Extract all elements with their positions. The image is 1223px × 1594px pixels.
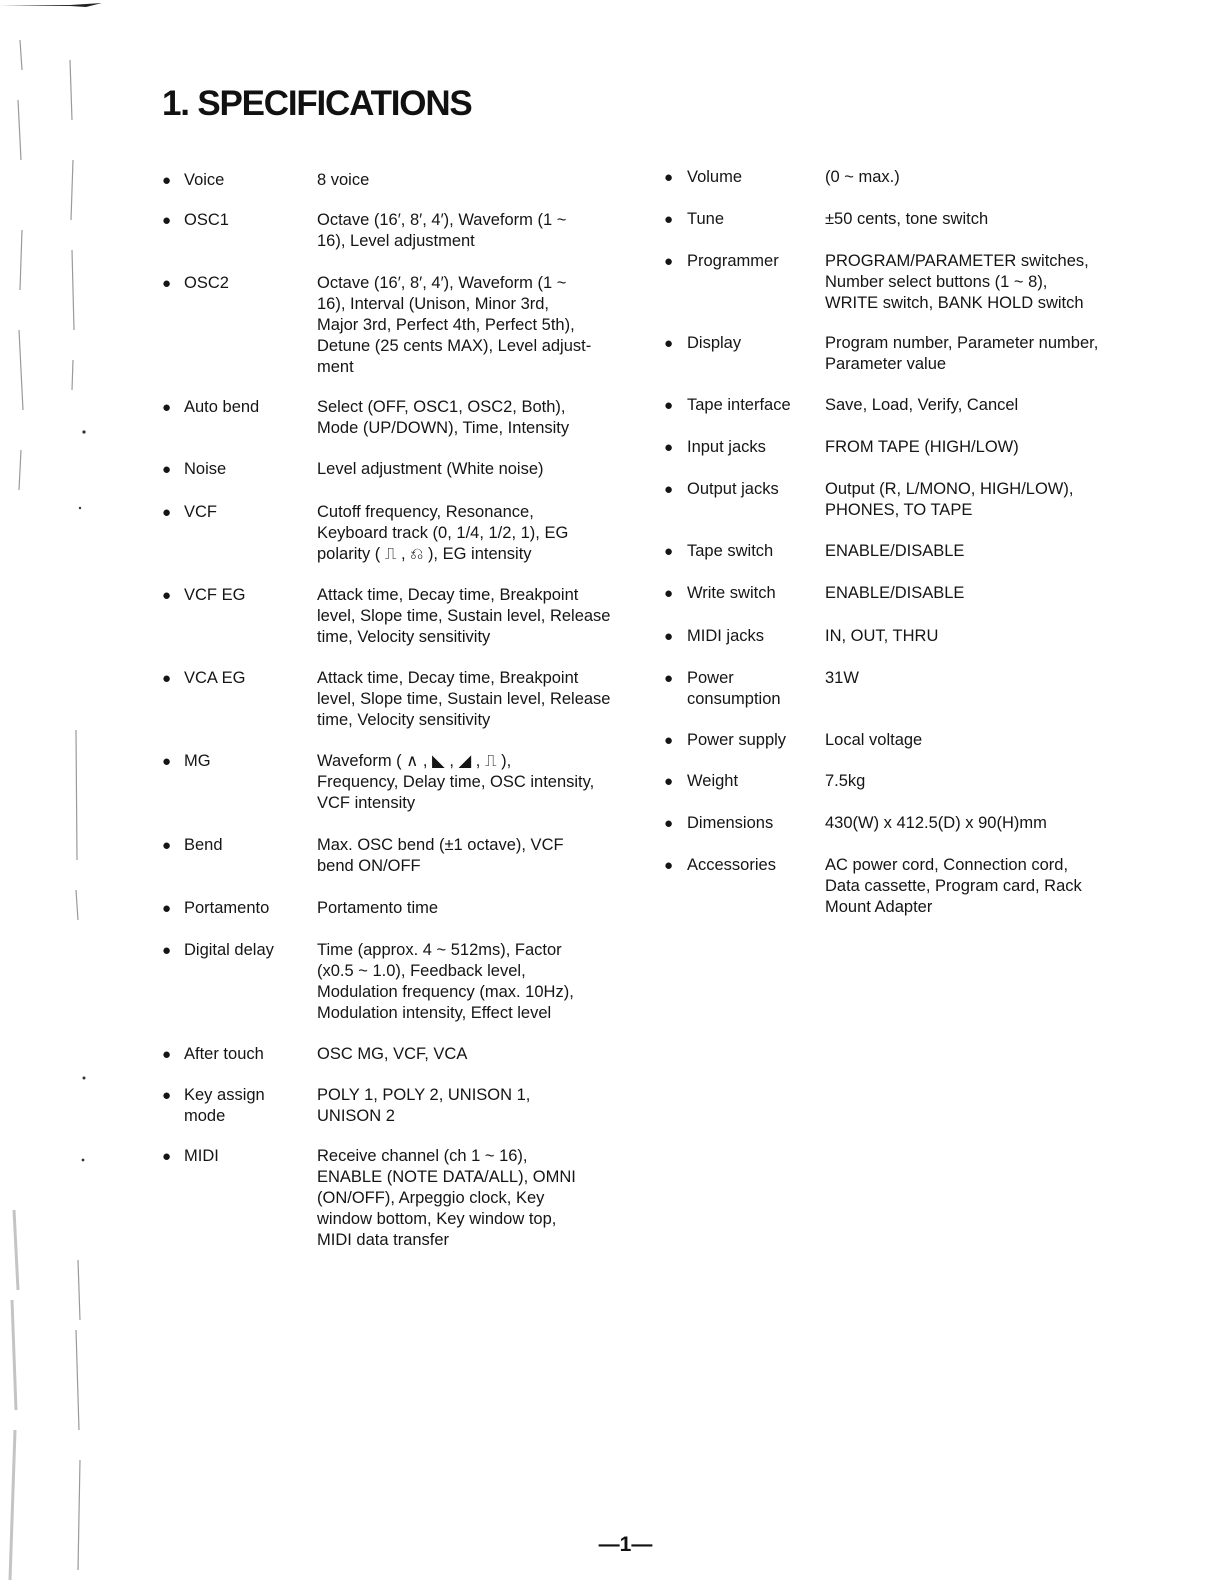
spec-row <box>162 170 632 191</box>
bullet-icon: ● <box>162 587 172 604</box>
spec-value: FROM TAPE (HIGH/LOW) <box>825 438 1019 456</box>
bullet-icon: ● <box>664 585 674 602</box>
spec-row <box>162 459 632 480</box>
bullet-icon: ● <box>664 397 674 414</box>
bullet-icon: ● <box>664 253 674 270</box>
spec-value: Octave (16′, 8′, 4′), Waveform (1 ~ 16), Level adjustment <box>317 211 567 250</box>
scan-binding-edge <box>0 30 90 1590</box>
spec-value: 7.5kg <box>825 772 866 790</box>
spec-label: Voice <box>184 171 225 189</box>
bullet-icon: ● <box>664 773 674 790</box>
bullet-icon: ● <box>664 543 674 560</box>
bullet-icon: ● <box>162 1087 172 1104</box>
bullet-icon: ● <box>664 439 674 456</box>
spec-label: Portamento <box>184 899 270 917</box>
spec-value: Local voltage <box>825 731 923 749</box>
page-number: —1— <box>598 1533 653 1556</box>
bullet-icon: ● <box>162 900 172 917</box>
spec-row <box>162 1044 632 1065</box>
spec-label: Power consumption <box>687 669 781 708</box>
spec-row <box>162 502 632 565</box>
spec-label: VCA EG <box>184 669 246 687</box>
spec-label: Tune <box>687 210 724 228</box>
spec-label: MIDI jacks <box>687 627 765 645</box>
spec-row <box>664 209 1134 230</box>
spec-label: OSC1 <box>184 211 229 229</box>
spec-value: ENABLE/DISABLE <box>825 542 965 560</box>
spec-value: 31W <box>825 669 859 687</box>
spec-row <box>162 397 632 439</box>
bullet-icon: ● <box>664 857 674 874</box>
spec-row <box>664 730 1134 751</box>
spec-label: Power supply <box>687 731 787 749</box>
spec-value: POLY 1, POLY 2, UNISON 1, UNISON 2 <box>317 1086 531 1125</box>
spec-value: Portamento time <box>317 899 439 917</box>
bullet-icon: ● <box>664 481 674 498</box>
bullet-icon: ● <box>664 670 674 687</box>
bullet-icon: ● <box>162 1148 172 1165</box>
spec-value: 430(W) x 412.5(D) x 90(H)mm <box>825 814 1047 832</box>
spec-value: PROGRAM/PARAMETER switches, Number select buttons (1 ~ 8), WRITE switch, BANK HOLD switch <box>825 252 1089 312</box>
spec-row <box>162 210 632 252</box>
spec-label: MG <box>184 752 211 770</box>
bullet-icon: ● <box>162 275 172 292</box>
scan-corner-mark <box>0 2 102 10</box>
bullet-icon: ● <box>162 670 172 687</box>
spec-label: Output jacks <box>687 480 779 498</box>
spec-label: Weight <box>687 772 739 790</box>
spec-value: AC power cord, Connection cord, Data cassette, Program card, Rack Mount Adapter <box>825 856 1082 916</box>
spec-value: Attack time, Decay time, Breakpoint level, Slope time, Sustain level, Release time, Velocity sensitivity <box>317 669 611 729</box>
spec-value: Save, Load, Verify, Cancel <box>825 396 1019 414</box>
spec-row <box>162 273 632 378</box>
spec-value: Cutoff frequency, Resonance, Keyboard track (0, 1/4, 1/2, 1), EG polarity ( ⎍ , ⎌ ), EG intensity <box>317 503 569 563</box>
spec-label: Dimensions <box>687 814 774 832</box>
page-title: 1. SPECIFICATIONS <box>162 84 472 123</box>
spec-label: Key assign mode <box>184 1086 265 1125</box>
spec-value: Waveform ( ∧ , ◣ , ◢ , ⎍ ), Frequency, Delay time, OSC intensity, VCF intensity <box>317 752 595 812</box>
spec-value: ±50 cents, tone switch <box>825 210 989 228</box>
spec-label: Noise <box>184 460 227 478</box>
bullet-icon: ● <box>162 1046 172 1063</box>
spec-label: VCF EG <box>184 586 246 604</box>
spec-row <box>162 668 632 731</box>
spec-label: Accessories <box>687 856 776 874</box>
spec-row <box>664 626 1134 647</box>
bullet-icon: ● <box>664 211 674 228</box>
bullet-icon: ● <box>664 628 674 645</box>
spec-row <box>664 668 1134 710</box>
spec-value: Level adjustment (White noise) <box>317 460 544 478</box>
spec-row <box>664 333 1134 375</box>
spec-label: Tape switch <box>687 542 774 560</box>
spec-label: Digital delay <box>184 941 274 959</box>
spec-row <box>162 751 632 814</box>
bullet-icon: ● <box>162 212 172 229</box>
spec-label: MIDI <box>184 1147 219 1165</box>
bullet-icon: ● <box>162 172 172 189</box>
spec-value: Program number, Parameter number, Parameter value <box>825 334 1099 373</box>
spec-value: ENABLE/DISABLE <box>825 584 965 602</box>
spec-row <box>664 479 1134 521</box>
spec-label: Programmer <box>687 252 779 270</box>
spec-value: Select (OFF, OSC1, OSC2, Both), Mode (UP/DOWN), Time, Intensity <box>317 398 570 437</box>
spec-value: IN, OUT, THRU <box>825 627 939 645</box>
bullet-icon: ● <box>162 504 172 521</box>
spec-row <box>664 541 1134 562</box>
spec-value: Max. OSC bend (±1 octave), VCF bend ON/OFF <box>317 836 564 875</box>
spec-row <box>664 437 1134 458</box>
spec-row <box>664 771 1134 792</box>
spec-label: Input jacks <box>687 438 766 456</box>
spec-row <box>664 251 1134 314</box>
spec-label: Auto bend <box>184 398 260 416</box>
spec-row <box>162 940 632 1024</box>
bullet-icon: ● <box>664 169 674 186</box>
bullet-icon: ● <box>664 732 674 749</box>
spec-label: Tape interface <box>687 396 791 414</box>
spec-value: Time (approx. 4 ~ 512ms), Factor (x0.5 ~ 1.0), Feedback level, Modulation frequency (max. 10Hz), Modulation intensity, Effect level <box>317 941 574 1022</box>
spec-row <box>162 1085 632 1127</box>
spec-row <box>162 1146 632 1251</box>
spec-row <box>664 167 1134 188</box>
spec-row <box>664 813 1134 834</box>
bullet-icon: ● <box>162 399 172 416</box>
spec-row <box>664 855 1134 918</box>
spec-row <box>664 583 1134 604</box>
spec-label: OSC2 <box>184 274 229 292</box>
bullet-icon: ● <box>162 753 172 770</box>
spec-value: OSC MG, VCF, VCA <box>317 1045 468 1063</box>
spec-label: Bend <box>184 836 223 854</box>
bullet-icon: ● <box>664 335 674 352</box>
bullet-icon: ● <box>162 837 172 854</box>
spec-row <box>162 835 632 877</box>
spec-value: 8 voice <box>317 171 370 189</box>
spec-label: VCF <box>184 503 217 521</box>
spec-value: Receive channel (ch 1 ~ 16), ENABLE (NOTE DATA/ALL), OMNI (ON/OFF), Arpeggio clock, Key window bottom, Key window top, MIDI data transfer <box>317 1147 576 1249</box>
spec-value: (0 ~ max.) <box>825 168 900 186</box>
bullet-icon: ● <box>664 815 674 832</box>
spec-value: Output (R, L/MONO, HIGH/LOW), PHONES, TO TAPE <box>825 480 1074 519</box>
spec-row <box>162 898 632 919</box>
spec-label: After touch <box>184 1045 264 1063</box>
spec-value: Attack time, Decay time, Breakpoint level, Slope time, Sustain level, Release time, Velocity sensitivity <box>317 586 611 646</box>
spec-row <box>664 395 1134 416</box>
spec-value: Octave (16′, 8′, 4′), Waveform (1 ~ 16), Interval (Unison, Minor 3rd, Major 3rd, Perfect 4th, Perfect 5th), Detune (25 cents MAX), Level adjust- ment <box>317 274 592 376</box>
bullet-icon: ● <box>162 461 172 478</box>
spec-row <box>162 585 632 648</box>
bullet-icon: ● <box>162 942 172 959</box>
spec-label: Display <box>687 334 742 352</box>
spec-label: Write switch <box>687 584 776 602</box>
spec-label: Volume <box>687 168 743 186</box>
